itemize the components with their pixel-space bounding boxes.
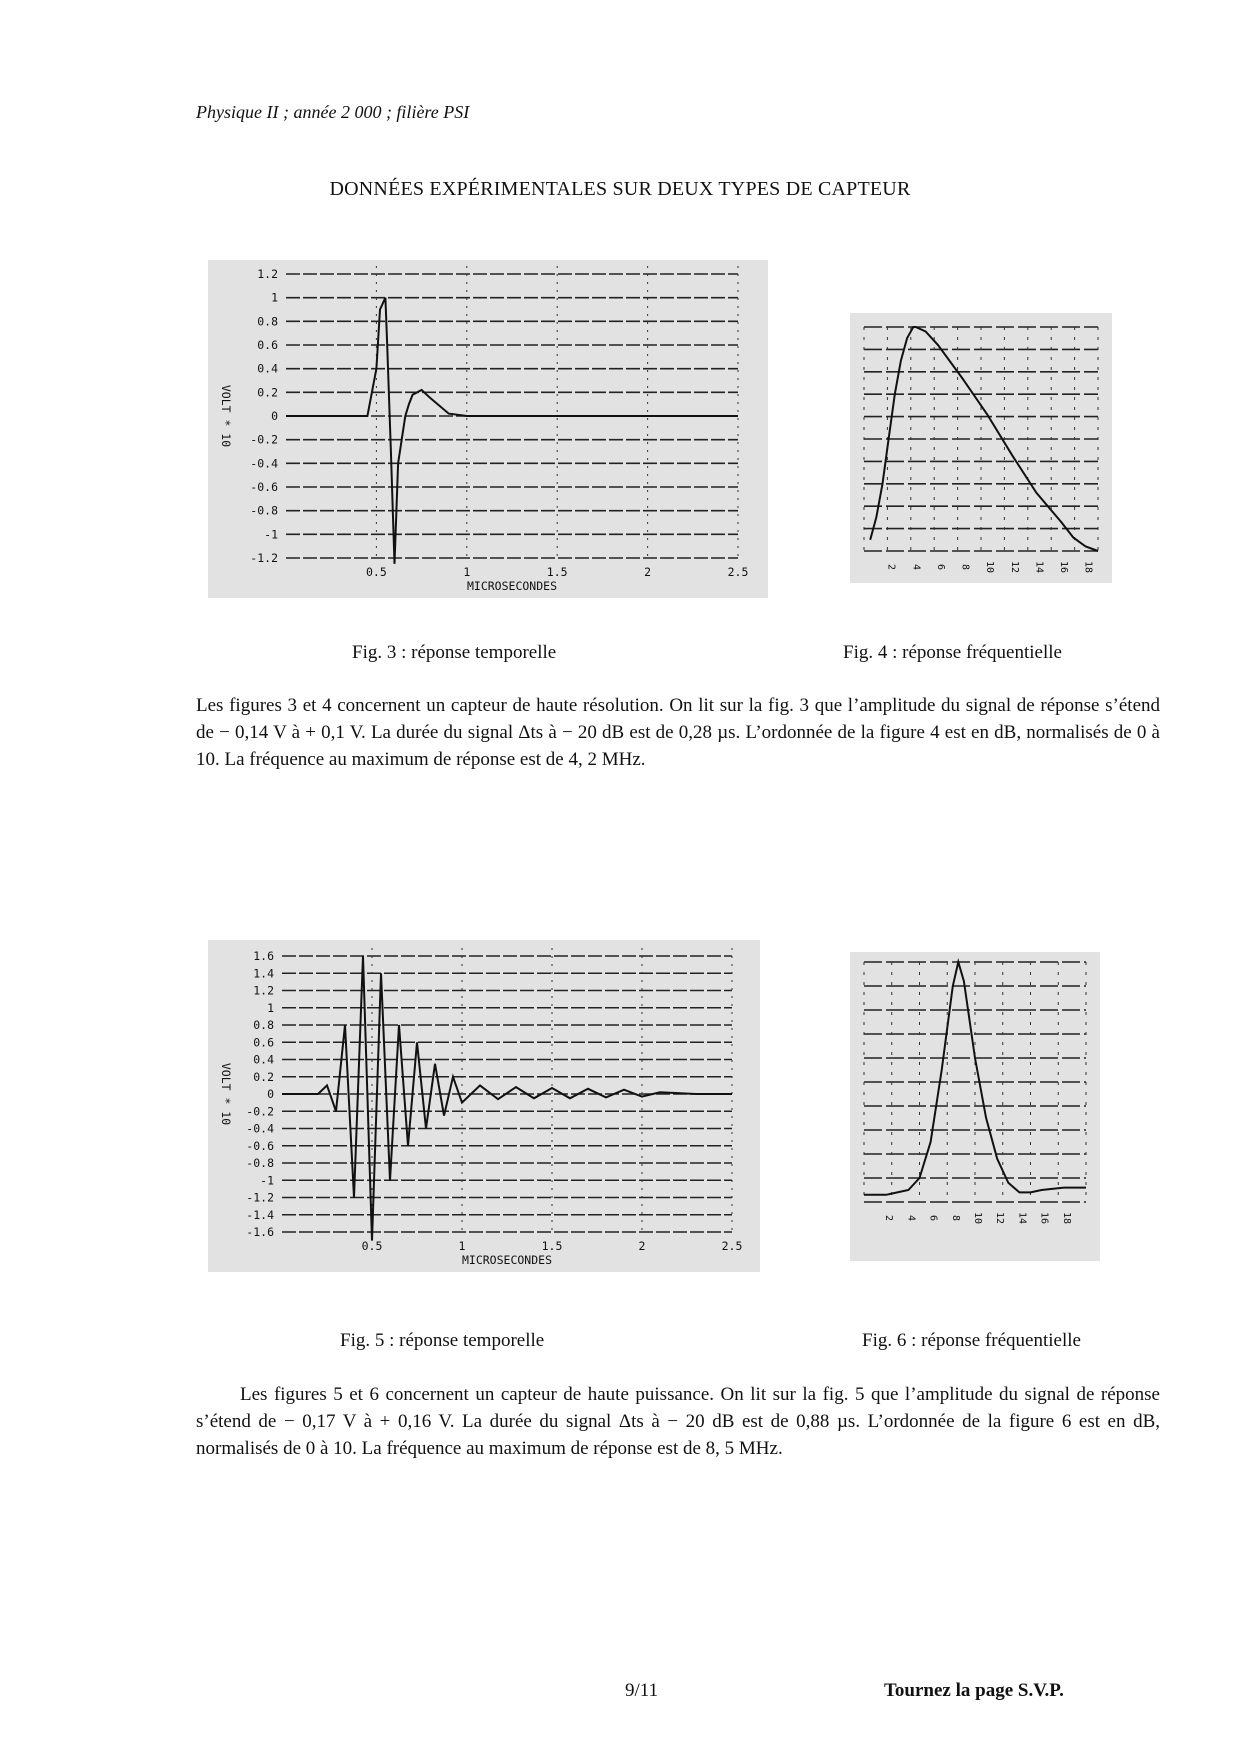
x-tick-label: 8 bbox=[959, 563, 971, 571]
y-axis-label: VOLT * 10 bbox=[219, 1062, 233, 1126]
figure-4 bbox=[850, 313, 1112, 583]
y-tick-label: -1.2 bbox=[246, 1190, 274, 1205]
y-tick-label: -0.2 bbox=[246, 1104, 274, 1119]
x-tick-label: 2.5 bbox=[721, 1239, 743, 1253]
y-tick-label: 0.4 bbox=[257, 361, 278, 376]
y-tick-label: -0.4 bbox=[250, 456, 278, 471]
x-tick-label: 0.5 bbox=[361, 1239, 383, 1253]
caption-fig4: Fig. 4 : réponse fréquentielle bbox=[843, 642, 1062, 663]
caption-fig5: Fig. 5 : réponse temporelle bbox=[340, 1330, 545, 1351]
figure-6 bbox=[850, 952, 1100, 1261]
y-tick-label: 0.6 bbox=[257, 338, 278, 352]
y-tick-label: -1.2 bbox=[250, 551, 278, 565]
y-tick-label: 1.2 bbox=[253, 983, 274, 998]
y-tick-label: 0.8 bbox=[253, 1018, 274, 1032]
y-tick-label: 1.4 bbox=[253, 966, 274, 981]
chart-fig3 bbox=[208, 260, 768, 598]
y-tick-label: -0.4 bbox=[246, 1121, 274, 1136]
y-tick-label: -1.4 bbox=[246, 1207, 274, 1222]
y-tick-label: -0.8 bbox=[250, 503, 278, 518]
figure-5 bbox=[208, 940, 760, 1272]
y-axis-label: VOLT * 10 bbox=[219, 384, 233, 448]
x-tick-label: 12 bbox=[994, 1211, 1006, 1225]
x-tick-label: 16 bbox=[1038, 1211, 1050, 1225]
x-axis-label: MICROSECONDES bbox=[461, 1253, 553, 1267]
x-tick-label: 10 bbox=[984, 560, 996, 574]
x-tick-label: 2 bbox=[644, 565, 652, 579]
x-tick-label: 1 bbox=[458, 1239, 466, 1253]
x-tick-label: 4 bbox=[905, 1214, 917, 1222]
x-tick-label: 2.5 bbox=[727, 565, 749, 579]
page-number: 9/11 bbox=[625, 1680, 659, 1701]
x-tick-label: 14 bbox=[1016, 1211, 1028, 1225]
paragraph-2: Les figures 5 et 6 concernent un capteur de haute puissance. On lit sur la fig. 5 que l’amplitude du signal de réponse s’étend de − 0,17 V à + 0,16 V. La durée du signal Δts à − 20 dB est de 0,88 µs. L’ordonnée de la figure 6 est en dB, normalisés de 0 à 10. La fréquence au maximum de réponse est de 8, 5 MHz. bbox=[196, 1384, 1160, 1459]
y-tick-label: -0.2 bbox=[250, 432, 278, 447]
page-title: DONNÉES EXPÉRIMENTALES SUR DEUX TYPES DE CAPTEUR bbox=[329, 178, 911, 200]
chart-fig5 bbox=[208, 940, 760, 1272]
x-tick-label: 0.5 bbox=[366, 565, 387, 579]
y-tick-label: -0.6 bbox=[246, 1138, 274, 1153]
figure-3 bbox=[208, 260, 768, 598]
caption-fig3: Fig. 3 : réponse temporelle bbox=[352, 642, 557, 663]
x-tick-label: 14 bbox=[1033, 560, 1045, 574]
x-tick-label: 10 bbox=[972, 1211, 983, 1225]
x-tick-label: 18 bbox=[1060, 1211, 1072, 1225]
y-tick-label: 1.6 bbox=[253, 949, 274, 963]
y-tick-label: 0.4 bbox=[253, 1052, 274, 1067]
x-tick-label: 2 bbox=[885, 563, 897, 571]
x-axis-label: MICROSECONDES bbox=[466, 579, 558, 593]
x-tick-label: 2 bbox=[883, 1214, 895, 1222]
x-tick-label: 1.5 bbox=[541, 1239, 563, 1253]
x-tick-label: 18 bbox=[1082, 560, 1094, 574]
y-tick-label: 0 bbox=[271, 409, 278, 423]
running-header: Physique II ; année 2 000 ; filière PSI bbox=[196, 102, 470, 122]
x-tick-label: 4 bbox=[910, 563, 922, 571]
response-curve bbox=[864, 962, 1086, 1195]
y-tick-label: 0.2 bbox=[257, 385, 278, 400]
y-tick-label: 1 bbox=[271, 290, 278, 305]
y-tick-label: -1.6 bbox=[246, 1225, 274, 1239]
x-tick-label: 8 bbox=[949, 1214, 961, 1222]
y-tick-label: -1 bbox=[260, 1173, 274, 1188]
x-tick-label: 6 bbox=[927, 1214, 939, 1222]
y-tick-label: -0.6 bbox=[250, 480, 278, 494]
y-tick-label: 0.6 bbox=[253, 1035, 274, 1050]
y-tick-label: -1 bbox=[264, 527, 278, 542]
y-tick-label: 1.2 bbox=[257, 267, 278, 281]
x-tick-label: 1.5 bbox=[546, 565, 568, 579]
x-tick-label: 1 bbox=[463, 565, 471, 579]
response-curve bbox=[286, 298, 738, 564]
turn-page-note: Tournez la page S.V.P. bbox=[884, 1680, 1064, 1701]
y-tick-label: 0 bbox=[267, 1087, 274, 1101]
y-tick-label: -0.8 bbox=[246, 1156, 274, 1170]
paragraph-1: Les figures 3 et 4 concernent un capteur de haute résolution. On lit sur la fig. 3 que l’amplitude du signal de réponse s’étend de − 0,14 V à + 0,1 V. La durée du signal Δts à − 20 dB est de 0,28 µs. L’ordonnée de la figure 4 est en dB, normalisés de 0 à 10. La fréquence au maximum de réponse est de 4, 2 MHz. bbox=[196, 695, 1160, 770]
x-tick-label: 6 bbox=[934, 563, 946, 571]
y-tick-label: 0.2 bbox=[253, 1069, 274, 1084]
x-tick-label: 2 bbox=[638, 1239, 646, 1253]
y-tick-label: 0.8 bbox=[257, 314, 278, 329]
y-tick-label: 1 bbox=[267, 1000, 274, 1015]
caption-fig6: Fig. 6 : réponse fréquentielle bbox=[862, 1330, 1081, 1351]
x-tick-label: 16 bbox=[1058, 560, 1070, 574]
chart-fig6 bbox=[850, 952, 1100, 1261]
x-tick-label: 12 bbox=[1008, 560, 1020, 574]
chart-fig4 bbox=[850, 313, 1112, 583]
